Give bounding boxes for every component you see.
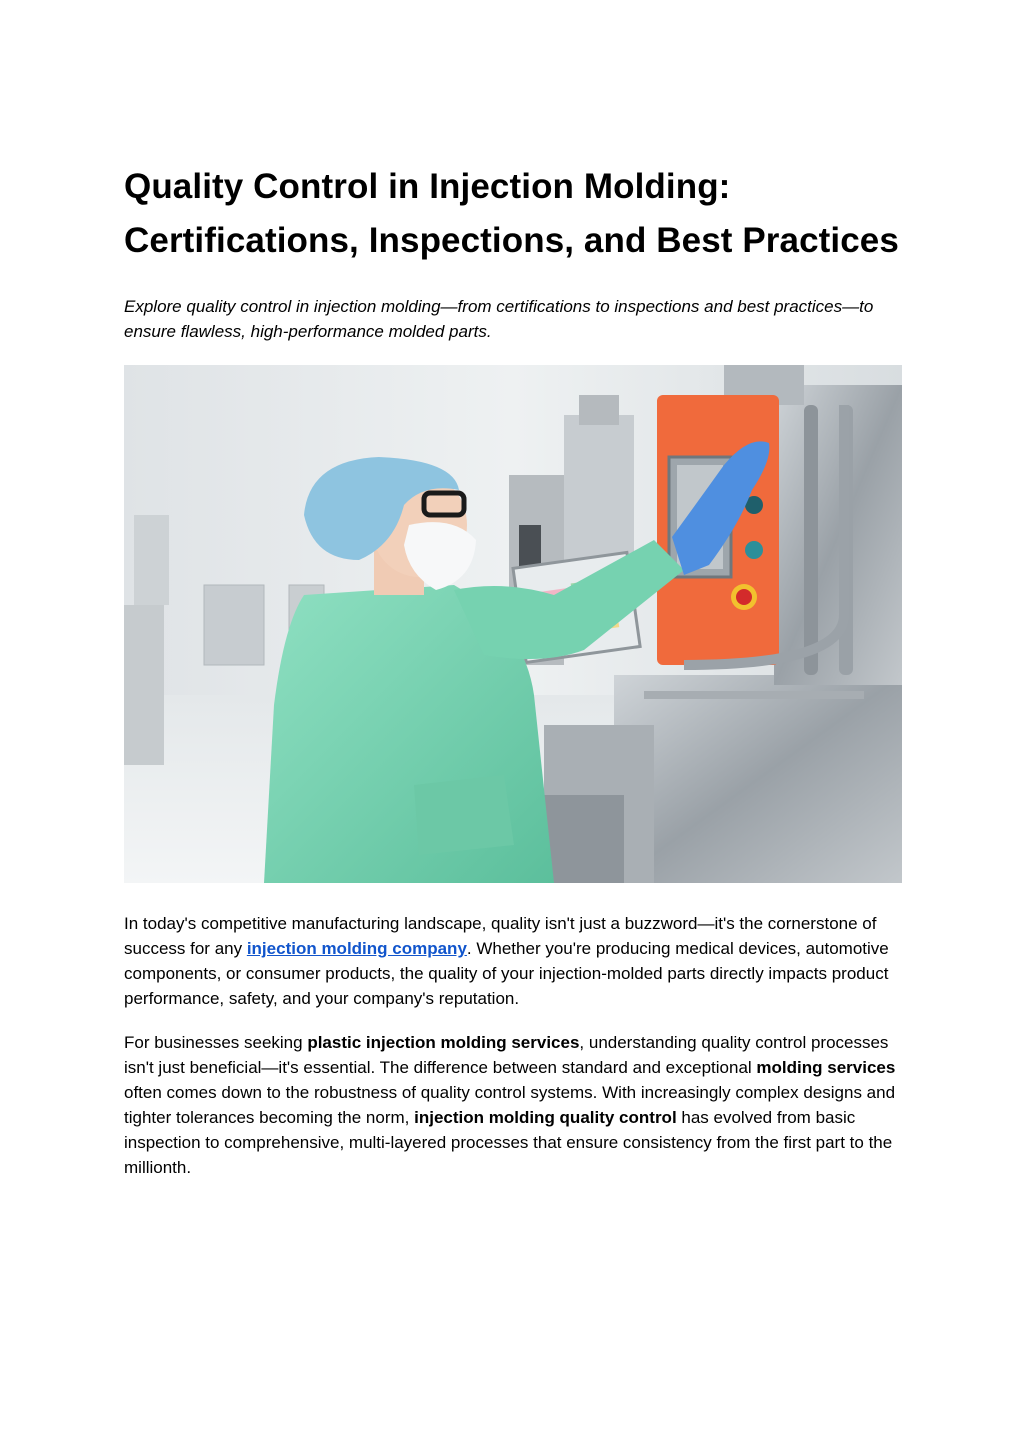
services-bold-2: molding services: [756, 1058, 896, 1077]
services-text-2: , understanding quality control processes isn't just beneficial—it's essential. The difference between standard and exceptional: [124, 1033, 889, 1077]
article: [124, 160, 904, 1180]
services-paragraph: [124, 1030, 904, 1180]
article-title: Quality Control in Injection Molding: Certifications, Inspections, and Best Practices: [124, 167, 899, 260]
services-text-4: has evolved from basic inspection to comprehensive, multi-layered processes that ensure consistency from the first part to the millionth.: [124, 1108, 893, 1177]
intro-paragraph: [124, 911, 904, 1011]
services-bold-1: plastic injection molding services: [307, 1033, 580, 1052]
services-text-3: often comes down to the robustness of quality control systems. With increasingly complex designs and tighter tolerances becoming the norm,: [124, 1083, 896, 1127]
services-bold-3: injection molding quality control: [414, 1108, 677, 1127]
intro-text-1: In today's competitive manufacturing landscape, quality isn't just a buzzword—it's the cornerstone of success for any: [124, 914, 877, 958]
services-text-1: For businesses seeking: [124, 1033, 308, 1052]
injection-molding-company-link[interactable]: injection molding company: [246, 939, 467, 958]
intro-text-2: . Whether you're producing medical devices, automotive components, or consumer products, the quality of your injection-molded parts directly impacts product performance, safety, and your company's reputation.: [124, 939, 889, 1008]
article-subtitle: Explore quality control in injection molding—from certifications to inspections and best practices—to ensure flawless, high-performance molded parts.: [124, 297, 874, 341]
technician-photo-icon: [124, 365, 902, 883]
hero-image: [124, 365, 902, 883]
